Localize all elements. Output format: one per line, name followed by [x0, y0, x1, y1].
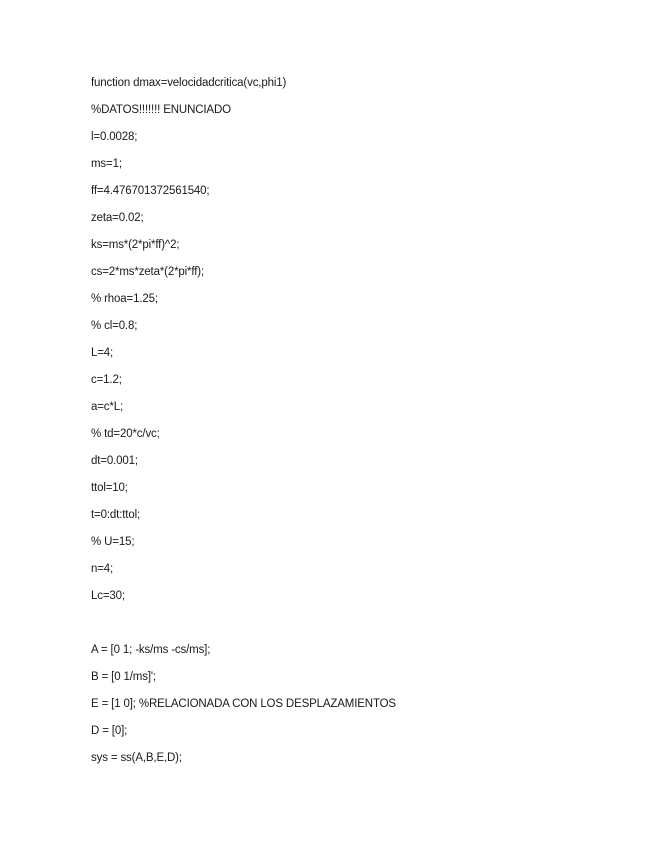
code-line: l=0.0028; — [91, 131, 138, 143]
code-line: c=1.2; — [91, 374, 122, 386]
code-line: cs=2*ms*zeta*(2*pi*ff); — [91, 266, 204, 278]
code-line: %DATOS!!!!!!! ENUNCIADO — [91, 104, 231, 116]
code-line: ttol=10; — [91, 482, 128, 494]
code-line: ff=4.476701372561540; — [91, 185, 210, 197]
code-line: ms=1; — [91, 158, 122, 170]
code-line: % td=20*c/vc; — [91, 428, 160, 440]
code-line: L=4; — [91, 347, 114, 359]
code-line: E = [1 0]; %RELACIONADA CON LOS DESPLAZAMIENTOS — [91, 697, 396, 710]
code-line: n=4; — [91, 563, 114, 575]
code-line: % U=15; — [91, 536, 135, 548]
code-line: a=c*L; — [91, 401, 124, 413]
code-line: % rhoa=1.25; — [91, 293, 158, 305]
code-line: sys = ss(A,B,E,D); — [91, 751, 182, 764]
code-line: t=0:dt:ttol; — [91, 509, 141, 521]
code-listing — [91, 75, 396, 777]
blank-line — [91, 615, 396, 642]
code-line: function dmax=velocidadcritica(vc,phi1) — [91, 77, 287, 89]
code-line: A = [0 1; -ks/ms -cs/ms]; — [91, 643, 211, 656]
code-line: dt=0.001; — [91, 455, 138, 467]
code-line: ks=ms*(2*pi*ff)^2; — [91, 239, 180, 251]
code-line: Lc=30; — [91, 590, 125, 602]
code-line: B = [0 1/ms]'; — [91, 670, 156, 683]
code-line: zeta=0.02; — [91, 212, 144, 224]
code-line: D = [0]; — [91, 724, 128, 737]
code-line: % cl=0.8; — [91, 320, 138, 332]
